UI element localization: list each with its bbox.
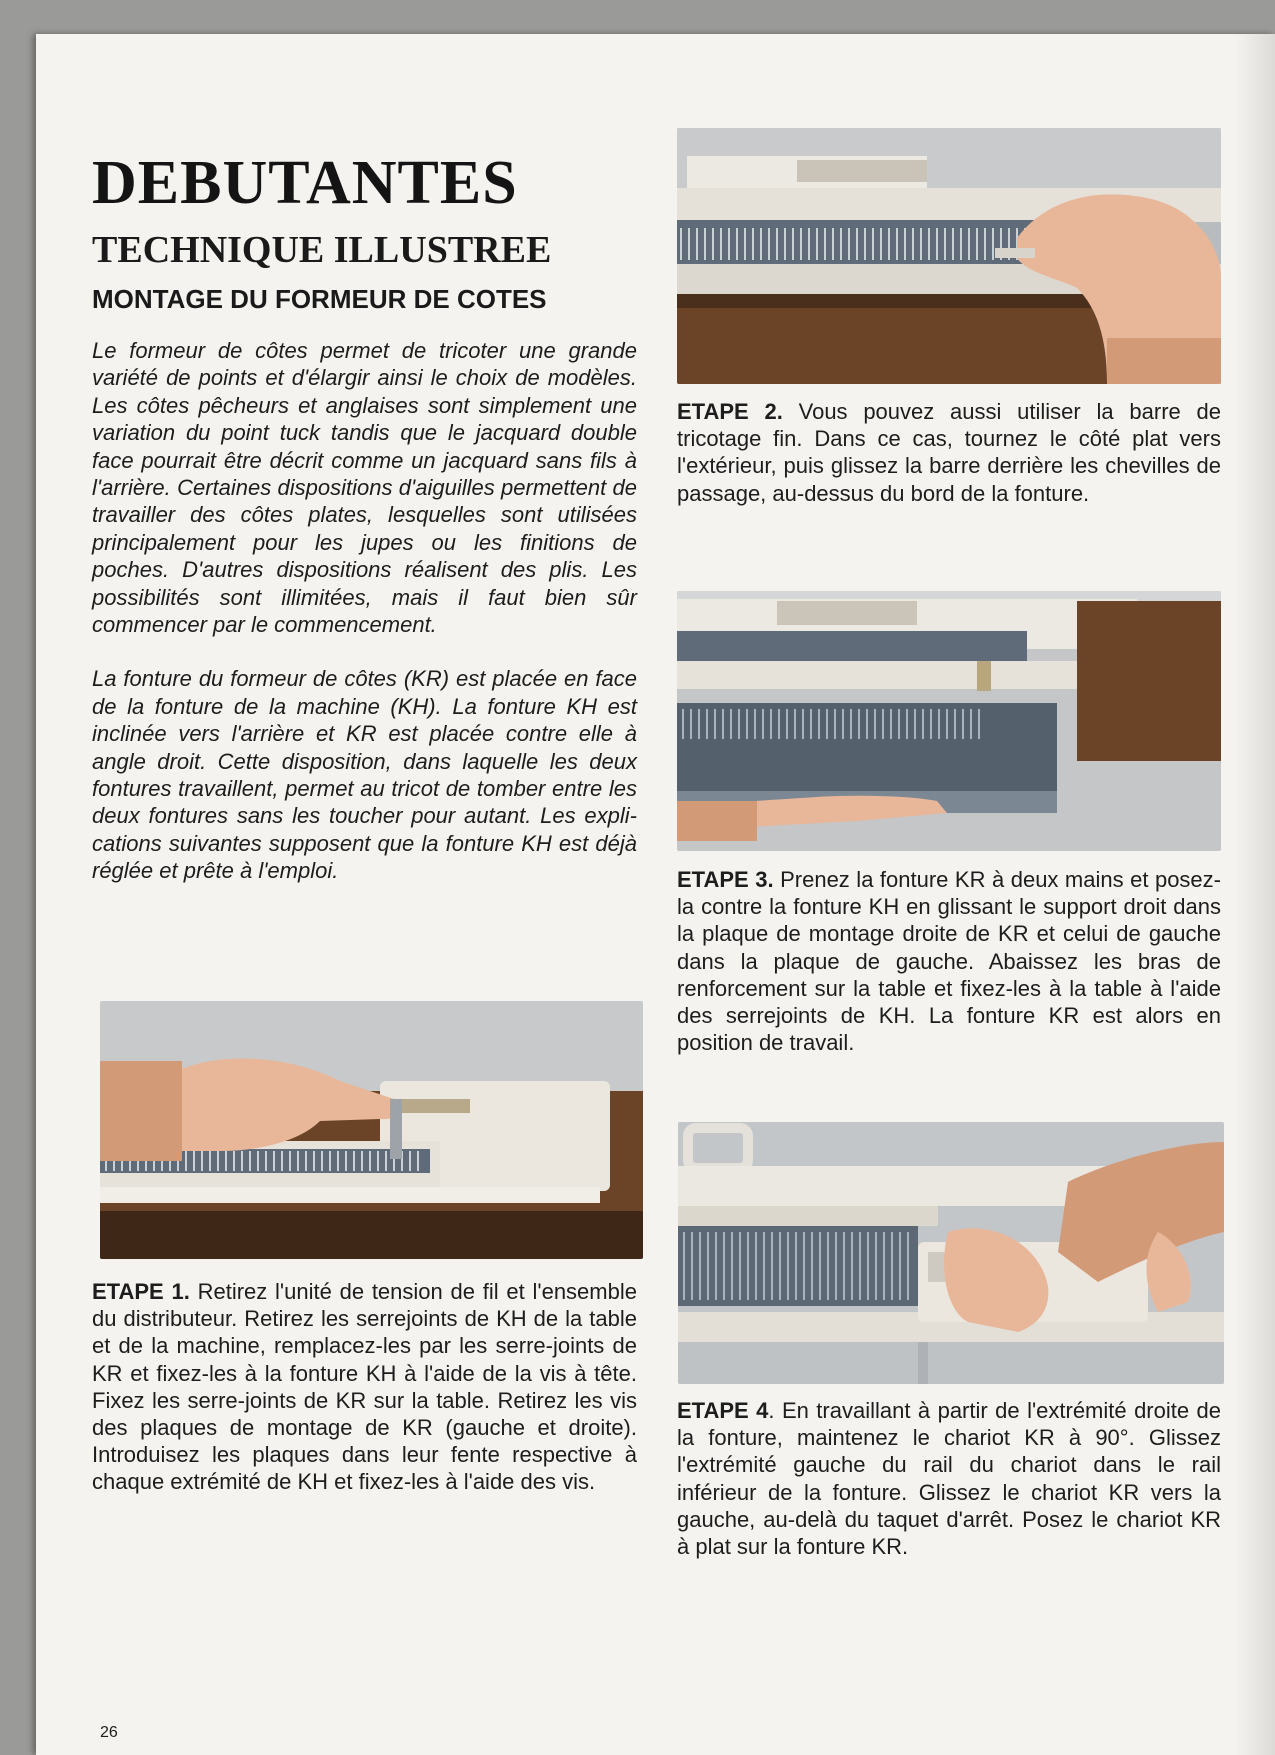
step-2-caption bbox=[677, 398, 1221, 507]
step-1-caption bbox=[92, 1278, 637, 1496]
page-subtitle: TECHNIQUE ILLUSTREE bbox=[92, 229, 552, 271]
step-3-photo bbox=[677, 591, 1221, 851]
step-2-photo bbox=[677, 128, 1221, 384]
page-number: 26 bbox=[100, 1724, 118, 1741]
step-1-photo bbox=[100, 1001, 643, 1259]
intro-paragraph-1: Le formeur de côtes permet de tricoter une grande variété de points et d'élargir ainsi le choix de modèles. Les côtes pêcheurs et anglaises sont simplement une variation du point tuck tandis que le jacquard double face pourrait être décrit comme un jacquard sans fils à l'arrière. Certaines dispositions d'aiguilles permettent de travailler des côtes plates, lesquelles sont utilisées principalement pour les jupes ou les finitions de poches. D'autres dispositions réalisent des plis. Les possibilités sont illimitées, mais il faut bien sûr commencer par le commencement. bbox=[92, 337, 637, 638]
step-4-caption bbox=[677, 1397, 1221, 1560]
step-2-text: Vous pouvez aussi utiliser la barre de tricotage fin. Dans ce cas, tournez le côté plat vers l'extérieur, puis glissez la barre derrière les chevilles de passage, au-dessus du bord de la fonture. bbox=[677, 399, 1221, 506]
left-column bbox=[92, 114, 637, 885]
step-4-label: ETAPE 4 bbox=[677, 1398, 769, 1423]
step-1-text: Retirez l'unité de tension de fil et l'ensemble du distributeur. Retirez les serrejoints de KH de la table et de la machine, remplacez-les par les serre-joints de KR et fixez-les à la fonture KH à l'aide de la vis à tête. Fixez les serre-joints de KR sur la table. Retirez les vis des plaques de montage de KR (gauche et droite). Introduisez les plaques dans leur fente respective à chaque extrémité de KH et fixez-les à l'aide des vis. bbox=[92, 1279, 637, 1495]
step-1-label: ETAPE 1. bbox=[92, 1279, 190, 1304]
section-heading: MONTAGE DU FORMEUR DE COTES bbox=[92, 283, 547, 314]
step-2-label: ETAPE 2. bbox=[677, 399, 783, 424]
step-3-caption bbox=[677, 866, 1221, 1056]
intro-paragraph-2: La fonture du formeur de côtes (KR) est placée en face de la fonture de la machine (KH). La fonture KH est inclinée vers l'arrière et KR est placée contre elle à angle droit. Cette disposition, dans laquelle les deux fontures travaillent, permet au tricot de tomber entre les deux fontures sans les toucher pour autant. Les explications suivantes supposent que la fonture KH est déjà réglée et prête à l'emploi. bbox=[92, 666, 637, 884]
magazine-page bbox=[36, 34, 1275, 1755]
step-3-text: Prenez la fonture KR à deux mains et posez-la contre la fonture KH en glissant le support droit dans la plaque de montage droite de KR et celui de gauche dans la plaque de gauche. Abaissez les bras de renforcement sur la table et fixez-les à la table à l'aide des serrejoints de KH. La fonture KR est alors en position de travail. bbox=[677, 867, 1221, 1056]
page-title: DEBUTANTES bbox=[92, 149, 518, 217]
step-4-text: . En travaillant à partir de l'extrémité droite de la fonture, maintenez le chariot KR à 90°. Glissez l'extrémité gauche du rail du chariot dans le rail inférieur de la fonture. Glissez le chariot KR vers la gauche, au-delà du taquet d'arrêt. Posez le chariot KR à plat sur la fonture KR. bbox=[677, 1398, 1222, 1560]
step-3-label: ETAPE 3. bbox=[677, 867, 774, 892]
step-4-photo bbox=[678, 1122, 1224, 1384]
